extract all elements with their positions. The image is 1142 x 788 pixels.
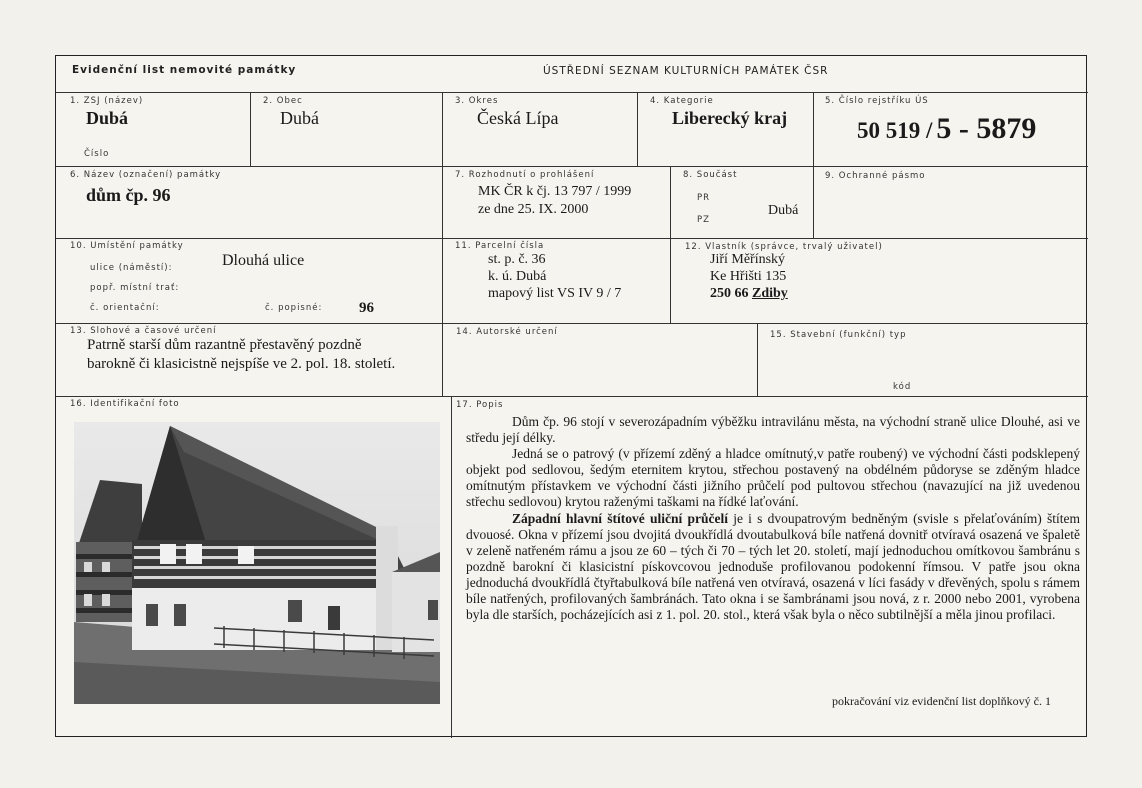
rejstrik-part1: 50 519 /	[857, 118, 933, 143]
autorske-label: 14. Autorské určení	[456, 327, 558, 337]
kategorie-label: 4. Kategorie	[650, 96, 714, 106]
soucast-pz: PZ	[697, 215, 710, 225]
popisne-label: č. popisné:	[265, 303, 323, 313]
nazev-value: dům čp. 96	[86, 185, 171, 205]
description-paragraph-3	[466, 511, 1080, 624]
vlastnik-line3	[710, 286, 788, 302]
vlastnik-psc: 250 66	[710, 286, 749, 301]
identification-photo	[74, 422, 440, 704]
obec-label: 2. Obec	[263, 96, 303, 106]
rozhodnuti-line2: ze dne 25. IX. 2000	[478, 202, 589, 217]
description-paragraph-1: Dům čp. 96 stojí v severozápadním výběžku intravilánu města, na východní straně ulice Dlouhé, asi ve středu její délky.	[466, 414, 1080, 446]
rozhodnuti-line1: MK ČR k čj. 13 797 / 1999	[478, 184, 632, 199]
okres-value: Česká Lípa	[477, 108, 559, 128]
okres-label: 3. Okres	[455, 96, 499, 106]
continuation-note: pokračování viz evidenční list doplňkový č. 1	[832, 694, 1051, 708]
record-form	[55, 55, 1087, 737]
typ-label: 15. Stavební (funkční) typ	[770, 330, 907, 340]
vlastnik-city: Zdiby	[752, 286, 788, 301]
ulice-label: ulice (náměstí):	[90, 263, 173, 273]
soucast-label: 8. Součást	[683, 170, 738, 180]
description-p3-body: je i s dvoupatrovým bedněným (svisle s přelaťováním) štítem dvouosé. Okna v přízemí jsou dvojitá dvoukřídlá dvoutabulková bíle natřená dovnitř otvíravá osazená ve špaletě v zeleně natřeném rámu a jsou ze 60 – tých či 70 – tých let 20. století, mají jednoduchou omítkovou šambránu s pozdně barokní či klasicistní pískovcovou jednoduše profilovanou podokenní římsou. V patře jsou okna jednoduchá dvoukřídlá čtyřtabulková bíle natřená ven otvíravá, osazená v líci fasády v dřevěných, spolu s rámem bíle natřených, profilovaných šambránách. Tato okna i se šambránami jsou nová, z r. 2000 nebo 2001, vyrobena byla dle starších, pocházejících asi z 1. pol. 20. stol., která však byla o něco subtilnější a měla jinou profilaci.	[466, 510, 1080, 623]
kategorie-value: Liberecký kraj	[672, 108, 788, 128]
pasmo-label: 9. Ochranné pásmo	[825, 171, 926, 181]
house-photo-illustration	[74, 422, 440, 704]
description-p3-heading: Západní hlavní štítové uliční průčelí	[512, 510, 728, 526]
foto-label: 16. Identifikační foto	[70, 399, 180, 409]
ulice-value: Dlouhá ulice	[222, 252, 305, 269]
umisteni-label: 10. Umístění památky	[70, 241, 184, 251]
rejstrik-label: 5. Číslo rejstříku ÚS	[825, 96, 929, 106]
parcelni-line2: k. ú. Dubá	[488, 269, 547, 284]
rejstrik-number	[857, 112, 1036, 146]
popisne-value: 96	[359, 300, 374, 316]
vlastnik-line1: Jiří Měřínský	[710, 252, 786, 267]
slohove-label: 13. Slohové a časové určení	[70, 326, 217, 336]
slohove-line1: Patrně starší dům razantně přestavěný pozdně	[87, 337, 362, 353]
parcelni-line3: mapový list VS IV 9 / 7	[488, 286, 622, 301]
form-title: Evidenční list nemovité památky	[72, 64, 297, 76]
nazev-label: 6. Název (označení) památky	[70, 170, 222, 180]
soucast-pr: PR	[697, 193, 711, 203]
zsj-label: 1. ZSJ (název)	[70, 96, 144, 106]
orientacni-label: č. orientační:	[90, 303, 160, 313]
rejstrik-part2: 5 - 5879	[936, 112, 1037, 145]
register-title: ÚSTŘEDNÍ SEZNAM KULTURNÍCH PAMÁTEK ČSR	[543, 65, 829, 77]
description-text	[466, 414, 1080, 623]
description-paragraph-2: Jedná se o patrový (v přízemí zděný a hladce omítnutý,v patře roubený) ve východní části podsklepený objekt pod sedlovou, šedým eternitem krytou, střechou postavený na obdélném půdoryse se zděným hladce omítnutým přístavkem ve východní části jižního průčelí pod pultovou střechou (navazující na již uvedenou střechu sedlovou) krytou raženými taškami na řídké laťování.	[466, 446, 1080, 510]
rozhodnuti-label: 7. Rozhodnutí o prohlášení	[455, 170, 595, 180]
soucast-value: Dubá	[768, 203, 799, 218]
mistni-label: popř. místní trať:	[90, 283, 180, 293]
parcelni-line1: st. p. č. 36	[488, 252, 546, 267]
parcelni-label: 11. Parcelní čísla	[455, 241, 545, 251]
kod-label: kód	[893, 382, 912, 392]
popis-label: 17. Popis	[456, 400, 504, 410]
obec-value: Dubá	[280, 108, 319, 128]
vlastnik-line2: Ke Hřišti 135	[710, 269, 787, 284]
slohove-line2: barokně či klasicistně nejspíše ve 2. pol. 18. století.	[87, 356, 396, 372]
zsj-value: Dubá	[86, 108, 129, 128]
vlastnik-label: 12. Vlastník (správce, trvalý uživatel)	[685, 242, 883, 252]
cislo-label: Číslo	[84, 149, 110, 159]
